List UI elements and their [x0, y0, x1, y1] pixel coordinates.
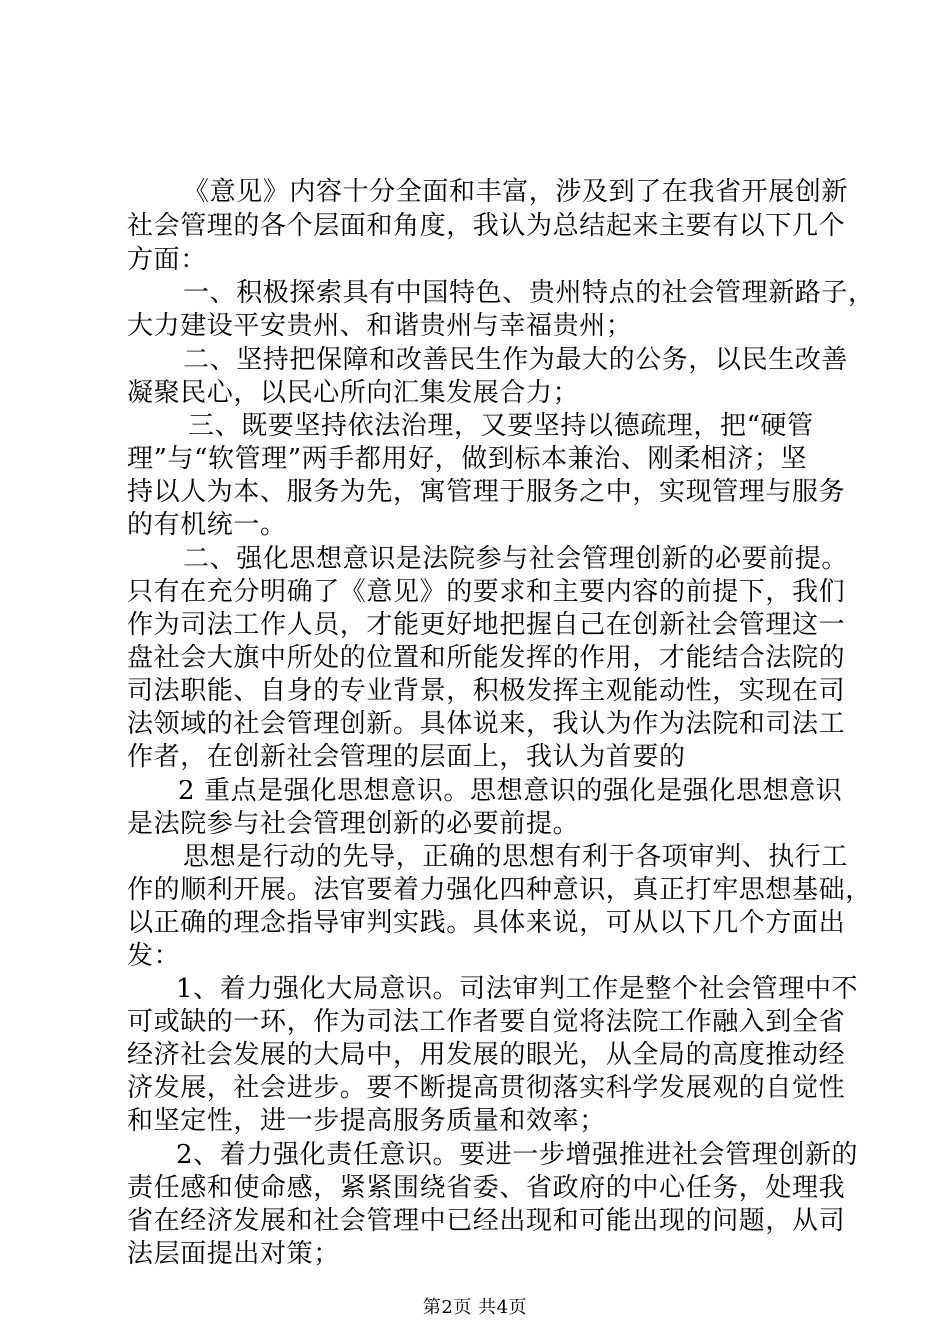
text-line: 2、着力强化责任意识。要进一步增强推进社会管理创新的	[176, 1140, 859, 1170]
text-line: 社会管理的各个层面和角度，我认为总结起来主要有以下几个	[127, 211, 846, 241]
text-line: 三、既要坚持依法治理，又要坚持以德疏理，把“硬管	[188, 411, 814, 441]
text-line: 理”与“软管理”两手都用好，做到标本兼治、刚柔相济；坚	[127, 444, 808, 474]
text-line: 司法职能、自身的专业背景，积极发挥主观能动性，实现在司	[127, 676, 846, 706]
text-line: 凝聚民心，以民心所向汇集发展合力；	[127, 378, 580, 408]
text-line: 可或缺的一环，作为司法工作者要自觉将法院工作融入到全省	[127, 1007, 846, 1037]
text-line: 作者，在创新社会管理的层面上，我认为首要的	[127, 742, 686, 772]
text-line: 《意见》内容十分全面和丰富，涉及到了在我省开展创新	[183, 177, 849, 207]
text-line: 一、积极探索具有中国特色、贵州特点的社会管理新路子，	[183, 278, 875, 308]
text-line: 法层面提出对策；	[127, 1239, 340, 1269]
text-line: 大力建设平安贵州、和谐贵州与幸福贵州；	[127, 311, 633, 341]
text-line: 省在经济发展和社会管理中已经出现和可能出现的问题，从司	[127, 1206, 846, 1236]
text-line: 济发展，社会进步。要不断提高贯彻落实科学发展观的自觉性	[127, 1073, 846, 1103]
page-footer: 第2页 共4页	[422, 1297, 528, 1318]
text-line: 1、着力强化大局意识。司法审判工作是整个社会管理中不	[176, 974, 859, 1004]
text-line: 的有机统一。	[127, 510, 287, 540]
text-line: 方面：	[127, 245, 207, 275]
text-line: 持以人为本、服务为先，寓管理于服务之中，实现管理与服务	[127, 477, 846, 507]
text-line: 思想是行动的先导，正确的思想有利于各项审判、执行工	[183, 842, 849, 872]
text-line: 只有在充分明确了《意见》的要求和主要内容的前提下，我们	[127, 577, 846, 607]
text-line: 作的顺利开展。法官要着力强化四种意识，真正打牢思想基础，	[127, 875, 872, 905]
text-line: 责任感和使命感，紧紧围绕省委、省政府的中心任务，处理我	[127, 1173, 846, 1203]
text-line: 是法院参与社会管理创新的必要前提。	[127, 809, 580, 839]
text-line: 经济社会发展的大局中，用发展的眼光，从全局的高度推动经	[127, 1040, 846, 1070]
text-line: 二、坚持把保障和改善民生作为最大的公务，以民生改善	[183, 345, 849, 375]
text-line: 盘社会大旗中所处的位置和所能发挥的作用，才能结合法院的	[127, 643, 846, 673]
text-line: 2 重点是强化思想意识。思想意识的强化是强化思想意识	[178, 776, 843, 806]
text-line: 法领域的社会管理创新。具体说来，我认为作为法院和司法工	[127, 709, 846, 739]
text-line: 以正确的理念指导审判实践。具体来说，可从以下几个方面出	[127, 908, 846, 938]
text-line: 发：	[127, 941, 181, 971]
text-line: 和坚定性，进一步提高服务质量和效率；	[127, 1106, 606, 1136]
text-line: 作为司法工作人员，才能更好地把握自己在创新社会管理这一	[127, 610, 846, 640]
text-line: 二、强化思想意识是法院参与社会管理创新的必要前提。	[183, 544, 849, 574]
